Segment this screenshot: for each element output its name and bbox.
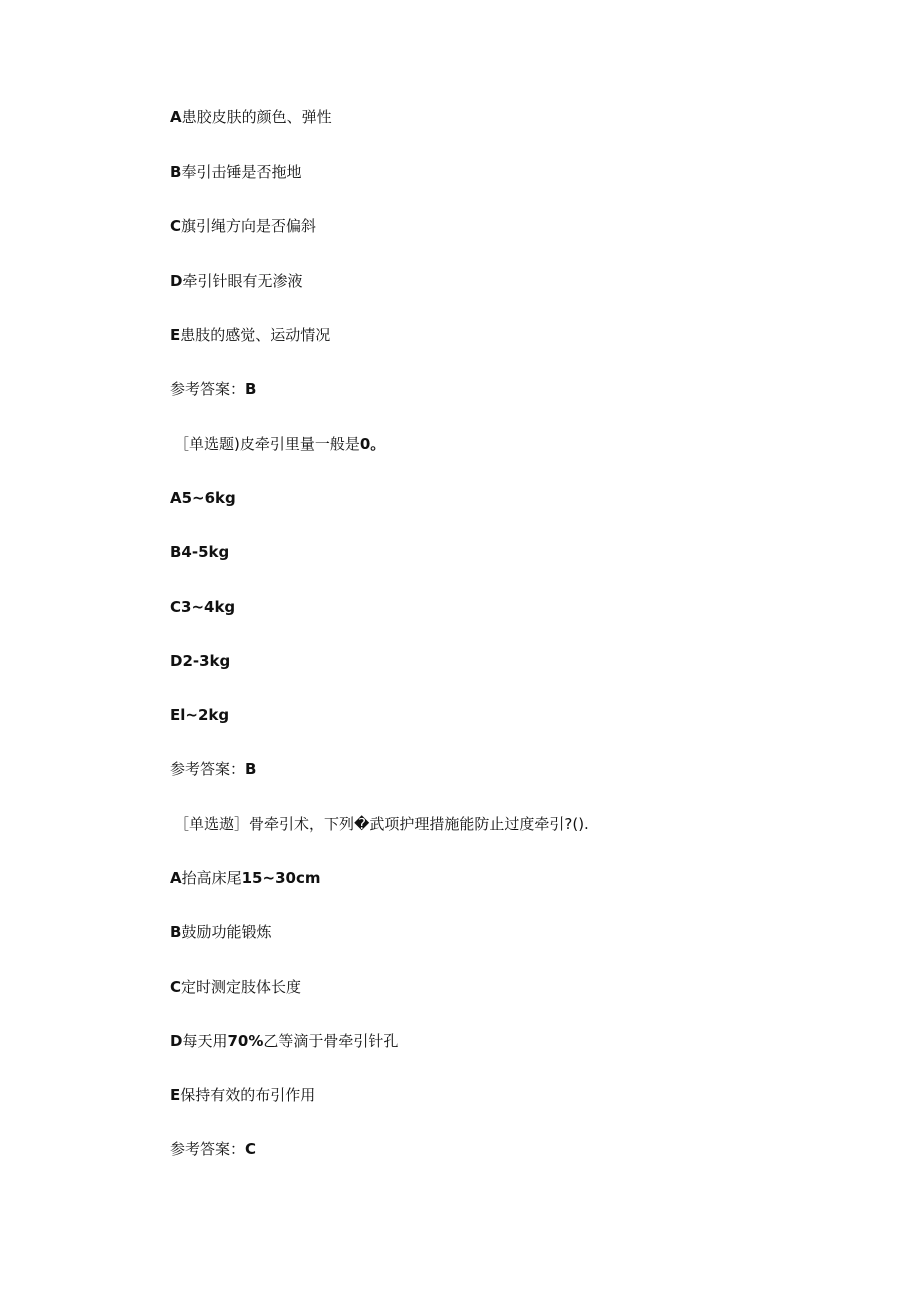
option-key: El~2kg [170, 706, 230, 724]
option-line [170, 922, 271, 942]
answer-label: 参考答案： [170, 1140, 246, 1158]
question-text: ［单选遨］骨牵引术，下列�武项护理措施能防止过度牵引?(). [174, 815, 589, 833]
option-text: 奉引击锤是否拖地 [181, 163, 302, 181]
answer-label: 参考答案： [170, 760, 246, 778]
option-text: 旗引绳方向是否偏斜 [181, 217, 317, 235]
question-line [174, 814, 589, 834]
option-line [170, 977, 301, 997]
answer-line [170, 379, 256, 399]
option-text: 每天用 [182, 1032, 228, 1050]
option-line [170, 1031, 398, 1051]
answer-line [170, 759, 256, 779]
option-key: E [170, 1086, 181, 1104]
option-line [170, 542, 229, 562]
option-line [170, 868, 320, 888]
option-line [170, 162, 301, 182]
option-line [170, 107, 332, 127]
answer-value: B [245, 380, 257, 398]
option-text: 鼓励功能锻炼 [181, 923, 272, 941]
option-text: 定时测定肢体长度 [181, 978, 302, 996]
answer-label: 参考答案： [170, 380, 246, 398]
question-line [174, 434, 385, 454]
option-text: 患肢的感觉、运动情况 [180, 326, 331, 344]
question-text: ［单选题)皮牵引里量一般是 [174, 435, 360, 453]
option-key: A [170, 108, 182, 126]
option-text: 抬高床尾 [181, 869, 242, 887]
option-line [170, 1085, 315, 1105]
option-text-bold: 15~30cm [241, 869, 321, 887]
option-key: D [170, 1032, 183, 1050]
option-text: 保持有效的布引作用 [180, 1086, 316, 1104]
answer-value: C [245, 1140, 257, 1158]
option-line [170, 216, 316, 236]
option-text-bold: 70% [227, 1032, 264, 1050]
option-key: E [170, 326, 181, 344]
answer-value: B [245, 760, 257, 778]
option-text: 患胶皮肤的颜色、弹性 [181, 108, 332, 126]
option-key: C [170, 217, 182, 235]
answer-line [170, 1139, 256, 1159]
option-line [170, 488, 236, 508]
question-text-bold: 0。 [359, 435, 386, 453]
option-key: D [170, 272, 183, 290]
option-key: B4-5kg [170, 543, 230, 561]
option-key: C [170, 978, 182, 996]
option-key: B [170, 923, 182, 941]
option-key: A5~6kg [170, 489, 236, 507]
option-text-after: 乙等滴于骨牵引针孔 [263, 1032, 399, 1050]
option-line [170, 651, 230, 671]
option-line [170, 705, 229, 725]
option-line [170, 597, 235, 617]
option-key: A [170, 869, 182, 887]
option-line [170, 271, 302, 291]
option-key: D2-3kg [170, 652, 231, 670]
option-key: C3~4kg [170, 598, 236, 616]
option-line [170, 325, 330, 345]
option-text: 牵引针眼有无渗液 [182, 272, 303, 290]
option-key: B [170, 163, 182, 181]
